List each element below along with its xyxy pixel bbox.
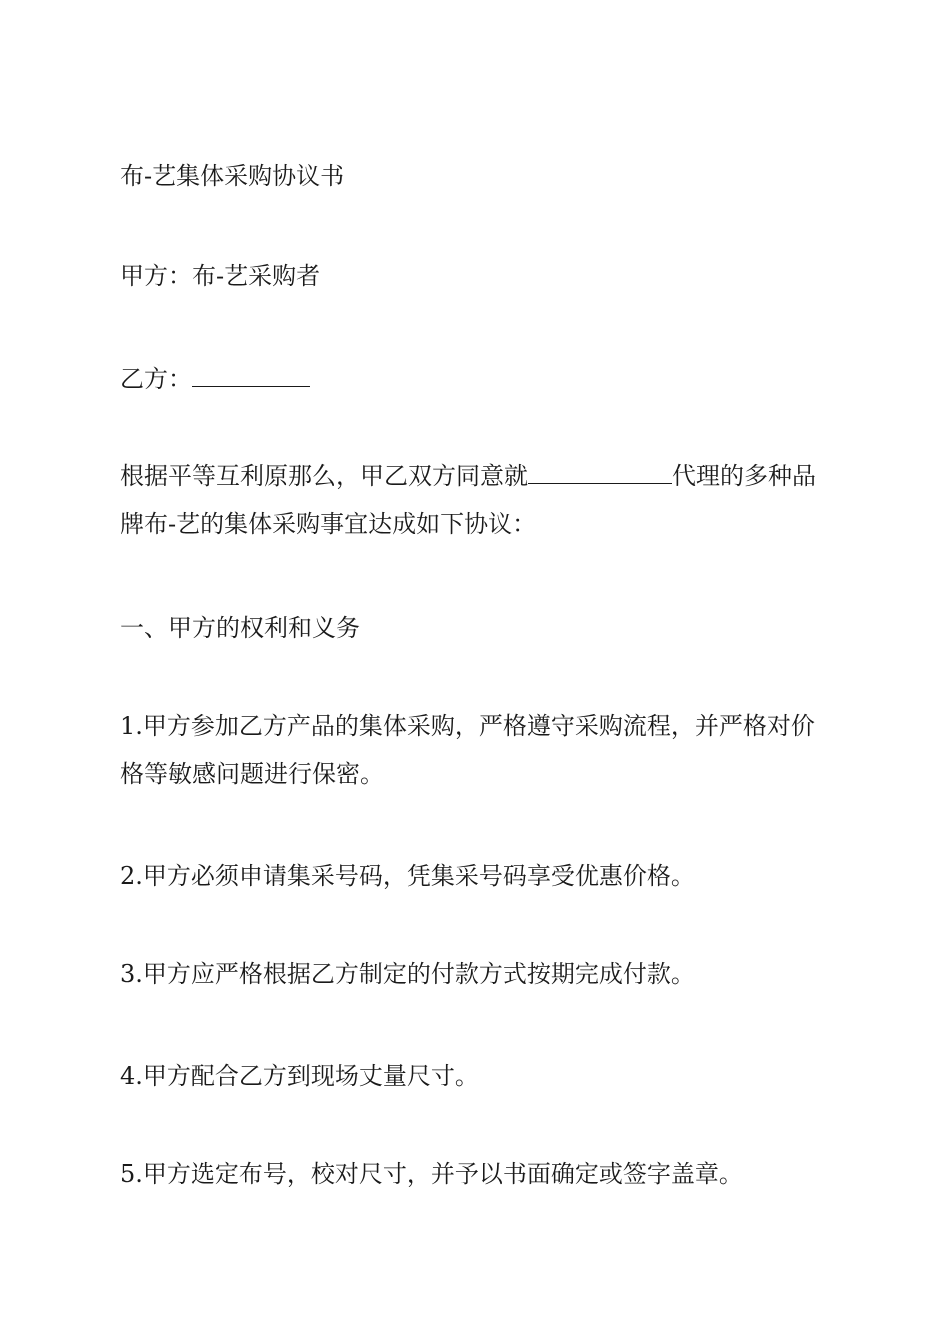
intro-text-after-blank: 代理的多种品	[672, 462, 816, 490]
list-item: 3.甲方应严格根据乙方制定的付款方式按期完成付款。	[120, 960, 695, 988]
intro-text-before-blank: 根据平等互利原那么，甲乙双方同意就	[120, 462, 528, 490]
list-item	[120, 702, 832, 798]
list-item: 2.甲方必须申请集采号码，凭集采号码享受优惠价格。	[120, 862, 695, 890]
intro-line-2: 牌布-艺的集体采购事宜达成如下协议：	[120, 510, 537, 538]
section-heading: 一、甲方的权利和义务	[120, 614, 360, 642]
party-b-line	[120, 360, 832, 397]
intro-line-1	[120, 452, 832, 500]
document-title: 布-艺集体采购协议书	[120, 162, 345, 190]
agent-blank	[528, 457, 672, 484]
list-item-line: 格等敏感问题进行保密。	[120, 760, 384, 788]
party-a-line: 甲方：布-艺采购者	[120, 262, 321, 290]
list-item: 4.甲方配合乙方到现场丈量尺寸。	[120, 1062, 479, 1090]
intro-paragraph	[120, 452, 832, 548]
list-item-line: 1.甲方参加乙方产品的集体采购，严格遵守采购流程，并严格对价	[120, 712, 815, 740]
party-b-label: 乙方：	[120, 365, 192, 393]
list-item: 5.甲方选定布号，校对尺寸，并予以书面确定或签字盖章。	[120, 1160, 743, 1188]
party-b-blank	[192, 360, 310, 387]
